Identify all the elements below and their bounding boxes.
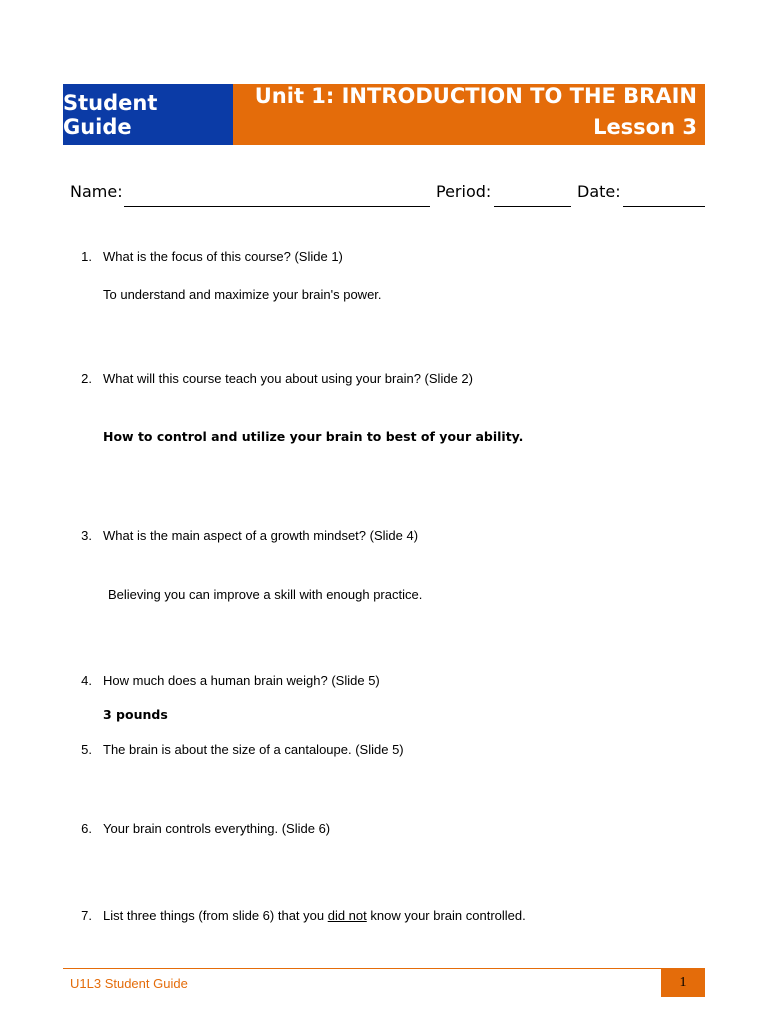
answer-text: How to control and utilize your brain to best of your ability. — [103, 429, 524, 444]
date-label: Date: — [577, 182, 621, 201]
footer-label: U1L3 Student Guide — [70, 976, 188, 991]
unit-title-banner — [233, 84, 705, 145]
date-field[interactable] — [623, 206, 705, 207]
answer-text: 3 pounds — [103, 707, 168, 722]
question-number: 4. — [81, 673, 92, 688]
student-guide-banner — [63, 84, 233, 145]
prompt-text: know your brain controlled. — [366, 908, 526, 923]
student-guide-label: Student Guide — [63, 90, 158, 139]
footer-divider — [63, 968, 705, 969]
period-label: Period: — [436, 182, 492, 201]
question-prompt: What is the main aspect of a growth mindset? (Slide 4) — [103, 528, 419, 543]
name-field[interactable] — [124, 206, 430, 207]
question-prompt: Your brain controls everything. (Slide 6) — [103, 821, 331, 836]
question-prompt: What is the focus of this course? (Slide 1) — [103, 249, 343, 264]
lesson-label: Lesson 3 — [593, 115, 697, 139]
question-number: 5. — [81, 742, 92, 757]
question-number: 7. — [81, 908, 92, 923]
period-field[interactable] — [494, 206, 571, 207]
page-number: 1 — [679, 975, 687, 990]
answer-text: To understand and maximize your brain's power. — [103, 287, 382, 302]
prompt-text: List three things (from slide 6) that you — [103, 908, 328, 923]
unit-title: Unit 1: INTRODUCTION TO THE BRAIN — [254, 84, 697, 108]
name-label: Name: — [70, 182, 123, 201]
question-number: 6. — [81, 821, 92, 836]
question-prompt: The brain is about the size of a cantaloupe. (Slide 5) — [103, 742, 404, 757]
question-number: 2. — [81, 371, 92, 386]
page-number-box — [661, 969, 705, 997]
prompt-emphasis: did not — [327, 908, 367, 923]
question-prompt — [103, 908, 526, 923]
question-prompt: How much does a human brain weigh? (Slide 5) — [103, 673, 380, 688]
answer-text: Believing you can improve a skill with enough practice. — [108, 587, 423, 602]
question-number: 3. — [81, 528, 92, 543]
question-prompt: What will this course teach you about using your brain? (Slide 2) — [103, 371, 473, 386]
question-number: 1. — [81, 249, 92, 264]
